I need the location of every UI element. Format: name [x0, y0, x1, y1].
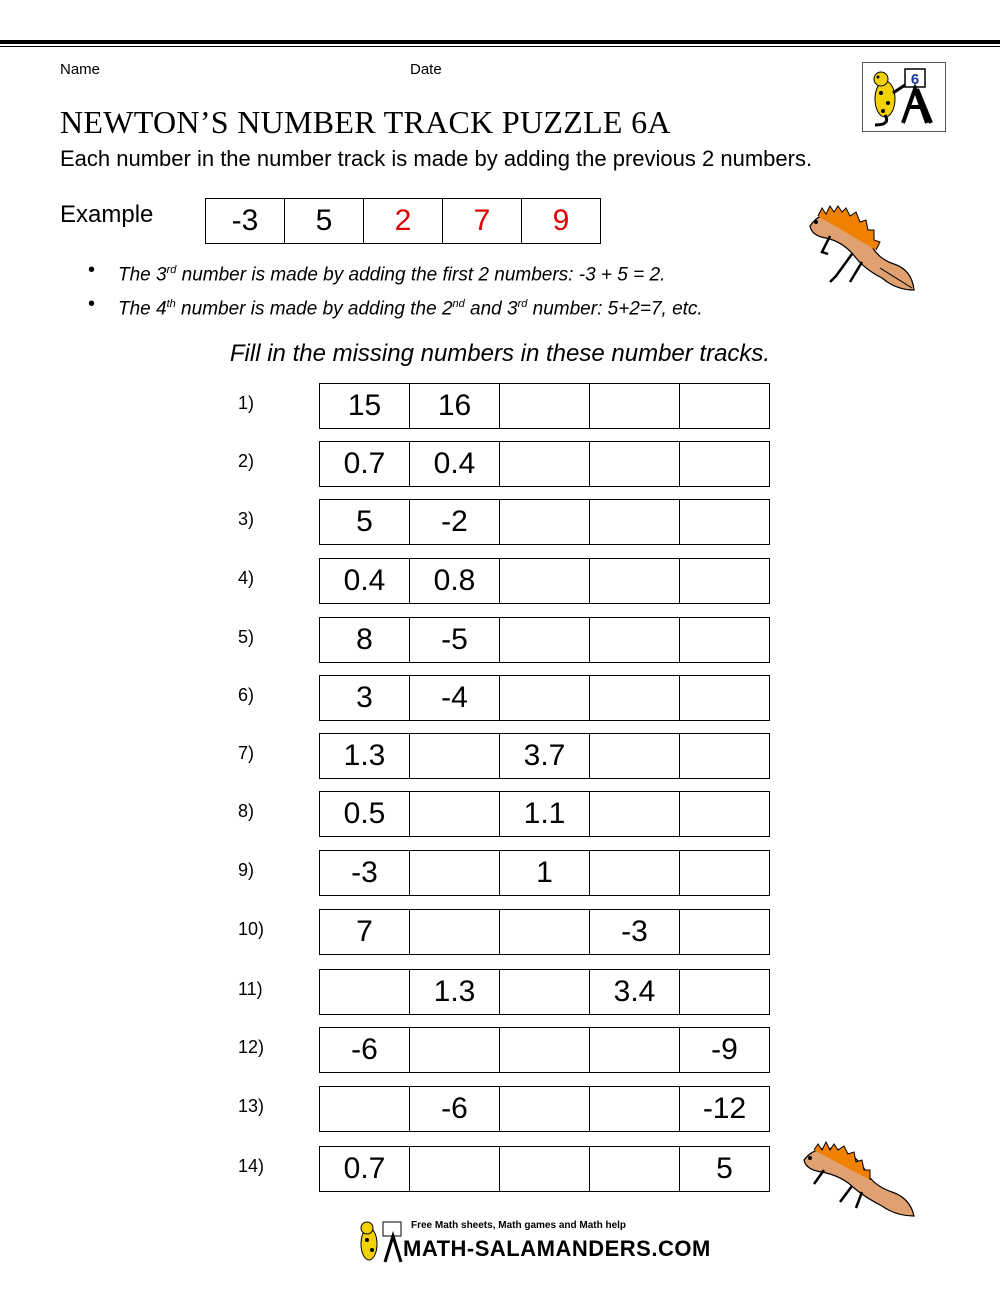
footer-site-name: MATH-SALAMANDERS.COM	[403, 1236, 711, 1261]
number-track	[319, 558, 770, 604]
worksheet-title: NEWTON’S NUMBER TRACK PUZZLE 6A	[60, 104, 671, 140]
track-cell-blank[interactable]	[680, 792, 769, 836]
puzzle-row	[0, 1086, 1000, 1132]
track-cell: 0.4	[410, 442, 500, 486]
track-cell: 1	[500, 851, 590, 895]
puzzle-number: 1)	[238, 393, 255, 413]
footer-tagline: Free Math sheets, Math games and Math help	[411, 1220, 627, 1231]
example-cell-3: 2	[364, 199, 443, 243]
puzzle-number: 7)	[238, 743, 255, 763]
track-cell-blank[interactable]	[320, 1087, 410, 1131]
track-cell: 0.7	[320, 1147, 410, 1191]
example-cell-5: 9	[552, 204, 570, 237]
track-cell-blank[interactable]	[410, 734, 500, 778]
track-cell: 5	[716, 1152, 733, 1185]
track-cell: 3	[320, 676, 410, 720]
track-cell-blank[interactable]	[680, 500, 769, 544]
puzzle-number: 3)	[238, 509, 255, 529]
track-cell-blank[interactable]	[590, 618, 680, 662]
footer-brand	[355, 1218, 711, 1266]
track-cell: 8	[320, 618, 410, 662]
track-cell-blank[interactable]	[500, 559, 590, 603]
track-cell-blank[interactable]	[410, 1147, 500, 1191]
track-cell: -9	[711, 1033, 738, 1066]
salamander-logo-icon	[355, 1218, 405, 1266]
puzzle-row	[0, 675, 1000, 721]
number-track	[319, 1027, 770, 1073]
number-track	[319, 499, 770, 545]
number-track	[319, 850, 770, 896]
track-cell-blank[interactable]	[680, 734, 769, 778]
track-cell: 5	[320, 500, 410, 544]
track-cell: -3	[320, 851, 410, 895]
track-cell: 1.1	[500, 792, 590, 836]
track-cell: -12	[702, 1092, 747, 1125]
puzzle-number: 9)	[238, 860, 255, 880]
track-cell: 0.7	[320, 442, 410, 486]
puzzle-row	[0, 441, 1000, 487]
puzzle-row	[0, 499, 1000, 545]
track-cell-blank[interactable]	[590, 384, 680, 428]
track-cell: 3.7	[500, 734, 590, 778]
track-cell: 15	[320, 384, 410, 428]
track-cell-blank[interactable]	[500, 500, 590, 544]
track-cell: 0.8	[410, 559, 500, 603]
track-cell-blank[interactable]	[500, 970, 590, 1014]
track-cell-blank[interactable]	[500, 442, 590, 486]
puzzle-number: 8)	[238, 801, 255, 821]
puzzle-row	[0, 850, 1000, 896]
track-cell-blank[interactable]	[680, 910, 769, 954]
track-cell: -6	[320, 1028, 410, 1072]
track-cell-blank[interactable]	[680, 559, 769, 603]
track-cell-blank[interactable]	[680, 970, 769, 1014]
puzzle-row	[0, 969, 1000, 1015]
track-cell-blank[interactable]	[410, 910, 500, 954]
example-cell-2: 5	[285, 199, 364, 243]
track-cell-blank[interactable]	[500, 384, 590, 428]
puzzle-number: 11)	[238, 979, 263, 999]
top-rule-thin	[0, 46, 1000, 47]
track-cell: -6	[410, 1087, 500, 1131]
puzzle-row	[0, 617, 1000, 663]
salamander-icon	[800, 198, 920, 296]
track-cell-blank[interactable]	[320, 970, 410, 1014]
track-cell: 7	[320, 910, 410, 954]
example-track	[205, 198, 601, 244]
track-cell-blank[interactable]	[590, 1028, 680, 1072]
track-cell: 1.3	[410, 970, 500, 1014]
track-cell-blank[interactable]	[680, 676, 769, 720]
grade-logo	[862, 62, 946, 132]
track-cell-blank[interactable]	[410, 792, 500, 836]
track-cell-blank[interactable]	[500, 910, 590, 954]
track-cell: 0.4	[320, 559, 410, 603]
example-cell-4: 7	[443, 199, 522, 243]
puzzle-row	[0, 558, 1000, 604]
puzzle-number: 2)	[238, 451, 255, 471]
worksheet-subtitle: Each number in the number track is made by adding the previous 2 numbers.	[60, 146, 813, 171]
number-track	[319, 1146, 770, 1192]
puzzle-row	[0, 733, 1000, 779]
number-track	[319, 383, 770, 429]
track-cell-blank[interactable]	[500, 1028, 590, 1072]
name-label: Name	[60, 61, 101, 78]
puzzle-row	[0, 791, 1000, 837]
track-cell-blank[interactable]	[590, 792, 680, 836]
puzzle-number: 4)	[238, 568, 255, 588]
example-cell-1: -3	[206, 199, 285, 243]
track-cell: -4	[410, 676, 500, 720]
logo-badge: 6	[910, 71, 920, 88]
number-track	[319, 733, 770, 779]
track-cell-blank[interactable]	[590, 676, 680, 720]
puzzle-number: 10)	[238, 919, 265, 939]
puzzle-row	[0, 1027, 1000, 1073]
salamander-icon-bottom	[798, 1140, 918, 1220]
track-cell-blank[interactable]	[410, 851, 500, 895]
number-track	[319, 675, 770, 721]
track-cell: 16	[410, 384, 500, 428]
number-track	[319, 1086, 770, 1132]
track-cell-blank[interactable]	[500, 1087, 590, 1131]
track-cell: -3	[590, 910, 680, 954]
track-cell: 1.3	[320, 734, 410, 778]
track-cell-blank[interactable]	[410, 1028, 500, 1072]
puzzle-row	[0, 909, 1000, 955]
track-cell-blank[interactable]	[500, 1147, 590, 1191]
puzzle-number: 12)	[238, 1037, 265, 1057]
number-track	[319, 969, 770, 1015]
puzzle-number: 13)	[238, 1096, 265, 1116]
track-cell-blank[interactable]	[680, 618, 769, 662]
track-cell-blank[interactable]	[590, 1087, 680, 1131]
track-cell: 0.5	[320, 792, 410, 836]
number-track	[319, 909, 770, 955]
rule-bullet-2: • The 4th number is made by adding the 2nd and 3rd number: 5+2=7, etc.	[88, 290, 703, 324]
track-cell-blank[interactable]	[680, 442, 769, 486]
track-cell-blank[interactable]	[590, 442, 680, 486]
track-cell-blank[interactable]	[590, 500, 680, 544]
puzzle-number: 6)	[238, 685, 255, 705]
puzzle-row	[0, 383, 1000, 429]
number-track	[319, 617, 770, 663]
salamander-teacher-icon	[863, 63, 945, 131]
puzzle-number: 14)	[238, 1156, 265, 1176]
track-cell-blank[interactable]	[500, 676, 590, 720]
puzzle-number: 5)	[238, 627, 255, 647]
track-cell: -5	[410, 618, 500, 662]
track-cell-blank[interactable]	[680, 384, 769, 428]
track-cell-blank[interactable]	[590, 559, 680, 603]
track-cell-blank[interactable]	[680, 851, 769, 895]
example-label: Example	[60, 201, 154, 228]
track-cell-blank[interactable]	[590, 851, 680, 895]
rule-bullets	[88, 256, 703, 324]
number-track	[319, 441, 770, 487]
track-cell-blank[interactable]	[500, 618, 590, 662]
track-cell: 3.4	[590, 970, 680, 1014]
date-label: Date	[410, 61, 442, 78]
track-cell: -2	[410, 500, 500, 544]
rule-bullet-1: • The 3rd number is made by adding the first 2 numbers: -3 + 5 = 2.	[88, 256, 703, 290]
track-cell-blank[interactable]	[590, 734, 680, 778]
top-rule	[0, 40, 1000, 44]
instruction: Fill in the missing numbers in these number tracks.	[229, 340, 771, 367]
track-cell-blank[interactable]	[590, 1147, 680, 1191]
number-track	[319, 791, 770, 837]
